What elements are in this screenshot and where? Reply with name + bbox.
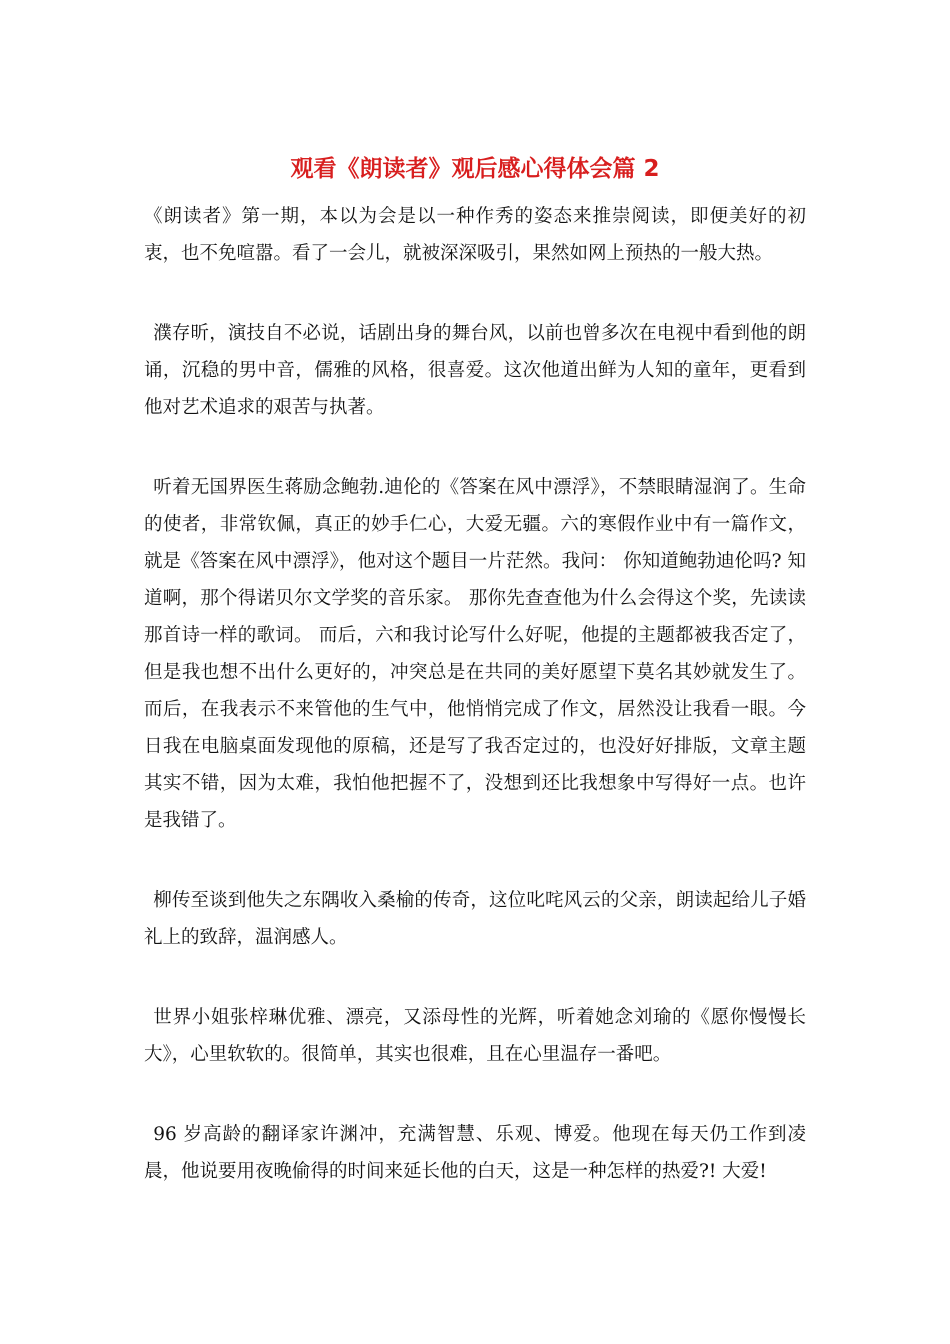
- document-body: [144, 198, 806, 1190]
- paragraph-4: 柳传至谈到他失之东隅收入桑榆的传奇，这位叱咤风云的父亲，朗读起给儿子婚礼上的致辞，温润感人。: [144, 890, 806, 948]
- paragraph-2: 濮存昕，演技自不必说，话剧出身的舞台风，以前也曾多次在电视中看到他的朗诵，沉稳的男中音，儒雅的风格，很喜爱。这次他道出鲜为人知的童年，更看到他对艺术追求的艰苦与执著。: [144, 323, 806, 418]
- paragraph-3: 听着无国界医生蒋励念鲍勃.迪伦的《答案在风中漂浮》，不禁眼睛湿润了。生命的使者，非常钦佩，真正的妙手仁心，大爱无疆。六的寒假作业中有一篇作文，就是《答案在风中漂浮》，他对这个题目一片茫然。我问： 你知道鲍勃迪伦吗? 知道啊，那个得诺贝尔文学奖的音乐家。 那你先查查他为什么会得这个奖，先读读那首诗一样的歌词。 而后，六和我讨论写什么好呢，他提的主题都被我否定了，但是我也想不出什么更好的，冲突总是在共同的美好愿望下莫名其妙就发生了。而后，在我表示不来管他的生气中，他悄悄完成了作文，居然没让我看一眼。今日我在电脑桌面发现他的原稿，还是写了我否定过的，也没好好排版，文章主题其实不错，因为太难，我怕他把握不了，没想到还比我想象中写得好一点。也许是我错了。: [144, 477, 806, 831]
- paragraph-1: 《朗读者》第一期，本以为会是以一种作秀的姿态来推崇阅读，即便美好的初衷，也不免喧嚣。看了一会儿，就被深深吸引，果然如网上预热的一般大热。: [144, 206, 806, 264]
- paragraph-6: 96 岁高龄的翻译家许渊冲，充满智慧、乐观、博爱。他现在每天仍工作到凌晨，他说要用夜晚偷得的时间来延长他的白天，这是一种怎样的热爱?! 大爱!: [144, 1124, 806, 1182]
- paragraph-5: 世界小姐张梓琳优雅、漂亮，又添母性的光辉，听着她念刘瑜的《愿你慢慢长大》，心里软软的。很简单，其实也很难，且在心里温存一番吧。: [144, 1007, 806, 1065]
- document-title: 观看《朗读者》观后感心得体会篇 2: [290, 156, 660, 182]
